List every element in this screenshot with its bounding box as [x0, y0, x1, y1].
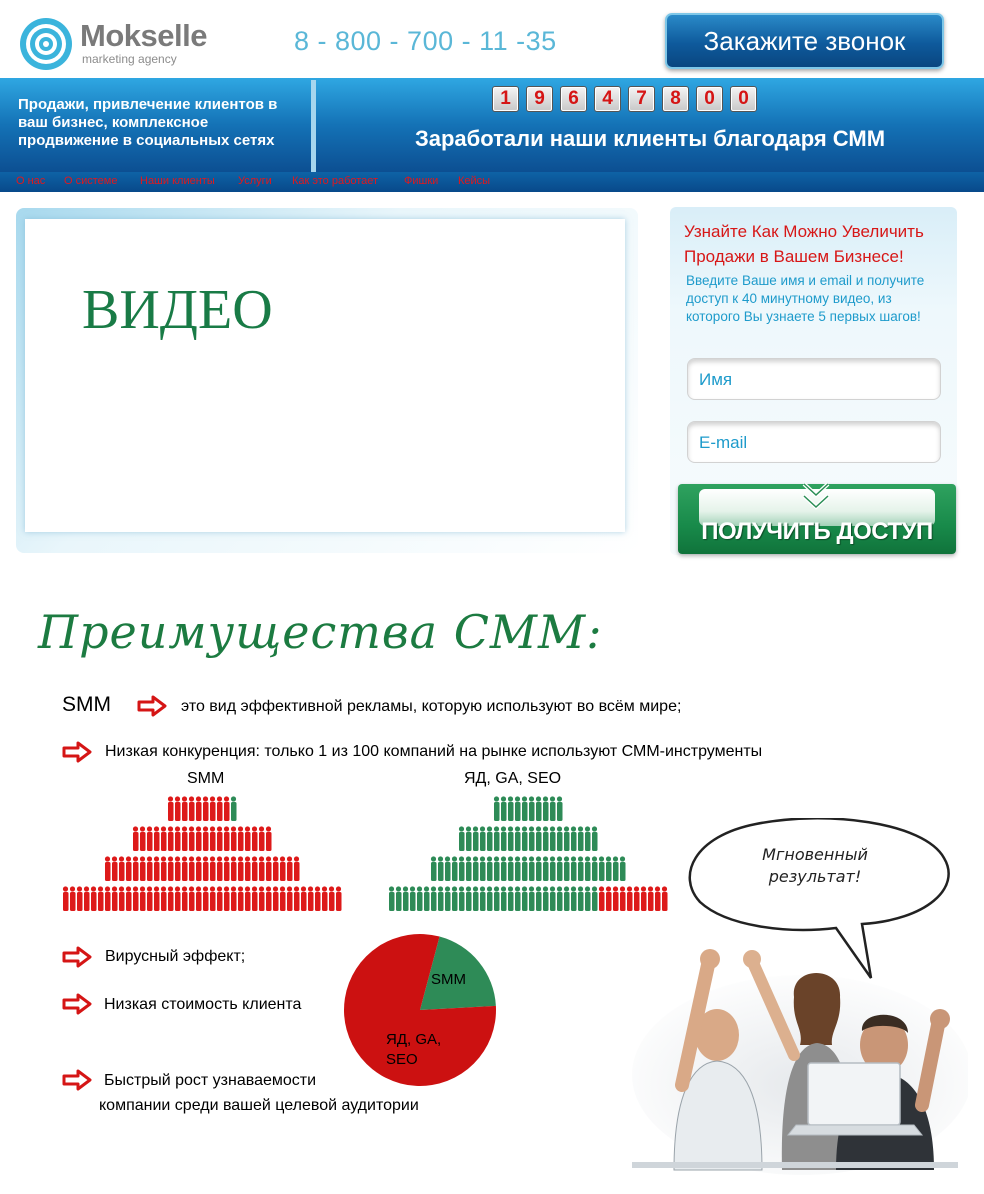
- person-figure: [301, 886, 307, 911]
- person-figure: [245, 886, 251, 911]
- person-figure: [238, 826, 244, 851]
- person-figure: [578, 886, 584, 911]
- celebrating-people-photo: [622, 935, 968, 1175]
- person-figure: [536, 886, 542, 911]
- person-figure: [557, 826, 563, 851]
- person-figure: [98, 886, 104, 911]
- person-figure: [536, 826, 542, 851]
- person-figure: [564, 886, 570, 911]
- bubble-line: результат!: [768, 867, 862, 886]
- person-figure: [210, 886, 216, 911]
- person-figure: [410, 886, 416, 911]
- person-figure: [224, 826, 230, 851]
- arrow-right-icon: [62, 946, 92, 968]
- video-player[interactable]: [25, 219, 625, 532]
- person-figure: [161, 826, 167, 851]
- person-figure: [529, 856, 535, 881]
- person-figure: [238, 886, 244, 911]
- person-figure: [119, 856, 125, 881]
- person-figure: [550, 856, 556, 881]
- person-figure: [105, 856, 111, 881]
- person-figure: [494, 886, 500, 911]
- person-figure: [641, 886, 647, 911]
- person-figure: [508, 826, 514, 851]
- person-figure: [480, 826, 486, 851]
- smm-label: SMM: [62, 693, 111, 716]
- person-figure: [210, 796, 216, 821]
- person-figure: [452, 856, 458, 881]
- person-figure: [522, 856, 528, 881]
- person-figure: [63, 886, 69, 911]
- logo-name: Mokselle: [80, 18, 207, 53]
- person-figure: [543, 856, 549, 881]
- person-figure: [487, 826, 493, 851]
- person-figure: [557, 856, 563, 881]
- advantage-text: Вирусный эффект;: [105, 948, 246, 965]
- person-figure: [245, 826, 251, 851]
- main-nav: [0, 172, 984, 192]
- person-figure: [592, 856, 598, 881]
- person-figure: [613, 856, 619, 881]
- person-figure: [196, 886, 202, 911]
- person-figure: [522, 796, 528, 821]
- person-figure: [196, 826, 202, 851]
- person-figure: [466, 856, 472, 881]
- person-figure: [224, 796, 230, 821]
- person-figure: [161, 856, 167, 881]
- person-figure: [655, 886, 661, 911]
- person-figure: [308, 886, 314, 911]
- person-figure: [592, 826, 598, 851]
- person-figure: [315, 886, 321, 911]
- person-figure: [494, 796, 500, 821]
- person-figure: [294, 856, 300, 881]
- person-figure: [294, 886, 300, 911]
- person-figure: [259, 856, 265, 881]
- person-figure: [140, 886, 146, 911]
- person-figure: [508, 856, 514, 881]
- person-figure: [175, 796, 181, 821]
- person-figure: [203, 886, 209, 911]
- person-figure: [119, 886, 125, 911]
- person-figure: [175, 856, 181, 881]
- person-figure: [515, 886, 521, 911]
- person-figure: [266, 886, 272, 911]
- person-figure: [424, 886, 430, 911]
- person-figure: [147, 826, 153, 851]
- person-figure: [501, 856, 507, 881]
- person-figure: [231, 796, 237, 821]
- person-figure: [571, 856, 577, 881]
- person-figure: [508, 886, 514, 911]
- person-figure: [585, 856, 591, 881]
- person-figure: [487, 886, 493, 911]
- person-figure: [522, 826, 528, 851]
- person-figure: [140, 856, 146, 881]
- person-figure: [564, 826, 570, 851]
- person-figure: [431, 886, 437, 911]
- person-figure: [140, 826, 146, 851]
- person-figure: [231, 826, 237, 851]
- nav-item-services[interactable]: Услуги: [238, 175, 272, 187]
- counter-digit: 1: [492, 86, 519, 112]
- nav-item-system[interactable]: О системе: [64, 175, 118, 187]
- person-figure: [203, 796, 209, 821]
- person-figure: [501, 796, 507, 821]
- person-figure: [571, 886, 577, 911]
- get-access-button[interactable]: [678, 484, 956, 554]
- person-figure: [203, 856, 209, 881]
- person-figure: [480, 886, 486, 911]
- people-pyramid-smm: [58, 796, 348, 918]
- counter-digit: 9: [526, 86, 553, 112]
- person-figure: [557, 796, 563, 821]
- nav-item-about[interactable]: О нас: [16, 175, 46, 187]
- person-figure: [273, 856, 279, 881]
- person-figure: [550, 826, 556, 851]
- person-figure: [112, 856, 118, 881]
- person-figure: [515, 826, 521, 851]
- person-figure: [217, 856, 223, 881]
- person-figure: [196, 796, 202, 821]
- form-title: Узнайте Как Можно Увеличить Продажи в Вашем Бизнесе!: [684, 222, 924, 266]
- person-figure: [550, 886, 556, 911]
- person-figure: [648, 886, 654, 911]
- smm-share-pie-chart: [342, 930, 498, 1090]
- person-figure: [452, 886, 458, 911]
- pyramid-other-label: ЯД, GA, SEO: [464, 770, 562, 787]
- pie-label-smm: SMM: [431, 971, 466, 988]
- person-figure: [161, 886, 167, 911]
- person-figure: [210, 856, 216, 881]
- person-figure: [501, 886, 507, 911]
- person-figure: [203, 826, 209, 851]
- person-figure: [231, 886, 237, 911]
- company-logo[interactable]: [18, 16, 238, 72]
- person-figure: [147, 856, 153, 881]
- person-figure: [389, 886, 395, 911]
- person-figure: [273, 886, 279, 911]
- person-figure: [620, 886, 626, 911]
- person-figure: [662, 886, 668, 911]
- nav-item-clients[interactable]: Наши клиенты: [140, 175, 215, 187]
- pie-label-other-2: SEO: [386, 1051, 418, 1068]
- person-figure: [529, 826, 535, 851]
- person-figure: [252, 886, 258, 911]
- tagline: Продажи, привлечение клиентов в ваш бизнес, комплексное продвижение в социальных сетях: [18, 96, 278, 149]
- person-figure: [224, 856, 230, 881]
- person-figure: [224, 886, 230, 911]
- person-figure: [322, 886, 328, 911]
- advantage-text: это вид эффективной рекламы, которую используют во всём мире;: [181, 698, 682, 715]
- name-field[interactable]: [687, 358, 941, 400]
- person-figure: [105, 886, 111, 911]
- person-figure: [606, 886, 612, 911]
- phone-number: 8 - 800 - 700 - 11 -35: [294, 26, 557, 56]
- pie-label-other: ЯД, GA,: [386, 1031, 442, 1048]
- bubble-text: [740, 844, 890, 888]
- pyramid-smm-label: SMM: [187, 770, 225, 787]
- people-pyramid-other: [384, 796, 674, 918]
- person-figure: [182, 886, 188, 911]
- person-figure: [445, 856, 451, 881]
- person-figure: [168, 796, 174, 821]
- person-figure: [168, 826, 174, 851]
- person-figure: [557, 886, 563, 911]
- person-figure: [175, 886, 181, 911]
- person-figure: [438, 856, 444, 881]
- counter-digit: 6: [560, 86, 587, 112]
- person-figure: [266, 826, 272, 851]
- arrow-right-icon: [62, 1069, 92, 1091]
- arrow-right-icon: [137, 695, 167, 717]
- person-figure: [196, 856, 202, 881]
- person-figure: [168, 856, 174, 881]
- person-figure: [182, 826, 188, 851]
- arrow-right-icon: [62, 741, 92, 763]
- person-figure: [515, 856, 521, 881]
- person-figure: [585, 826, 591, 851]
- person-figure: [154, 886, 160, 911]
- person-figure: [154, 856, 160, 881]
- person-figure: [217, 886, 223, 911]
- person-figure: [126, 856, 132, 881]
- nav-item-how-works[interactable]: Как это работает: [292, 175, 379, 187]
- person-figure: [403, 886, 409, 911]
- person-figure: [259, 886, 265, 911]
- bubble-line: Мгновенный: [762, 845, 868, 864]
- person-figure: [189, 826, 195, 851]
- person-figure: [550, 796, 556, 821]
- person-figure: [585, 886, 591, 911]
- person-figure: [217, 826, 223, 851]
- form-description: Введите Ваше имя и email и получите доступ к 40 минутному видео, из которого Вы узнаете 5 первых шагов!: [686, 273, 925, 324]
- name-input[interactable]: [699, 359, 929, 401]
- counter-digit: 0: [730, 86, 757, 112]
- person-figure: [133, 856, 139, 881]
- advantage-text: Низкая стоимость клиента: [104, 996, 302, 1013]
- person-figure: [473, 856, 479, 881]
- person-figure: [606, 856, 612, 881]
- person-figure: [501, 826, 507, 851]
- person-figure: [599, 856, 605, 881]
- person-figure: [494, 856, 500, 881]
- person-figure: [210, 826, 216, 851]
- counter-caption: Заработали наши клиенты благодаря СММ: [414, 126, 886, 151]
- person-figure: [189, 886, 195, 911]
- person-figure: [280, 856, 286, 881]
- person-figure: [266, 856, 272, 881]
- person-figure: [154, 826, 160, 851]
- person-figure: [280, 886, 286, 911]
- person-figure: [182, 856, 188, 881]
- person-figure: [336, 886, 342, 911]
- person-figure: [287, 856, 293, 881]
- advantage-text: компании среди вашей целевой аудитории: [99, 1097, 419, 1114]
- counter-digit: 7: [628, 86, 655, 112]
- person-figure: [252, 856, 258, 881]
- person-figure: [459, 826, 465, 851]
- person-figure: [515, 796, 521, 821]
- counter-digit: 0: [696, 86, 723, 112]
- person-figure: [543, 886, 549, 911]
- person-figure: [508, 796, 514, 821]
- person-figure: [245, 856, 251, 881]
- person-figure: [329, 886, 335, 911]
- person-figure: [487, 856, 493, 881]
- person-figure: [91, 886, 97, 911]
- person-figure: [613, 886, 619, 911]
- person-figure: [627, 886, 633, 911]
- nav-item-cases[interactable]: Кейсы: [458, 175, 491, 187]
- nav-item-features[interactable]: Фишки: [404, 175, 439, 187]
- person-figure: [417, 886, 423, 911]
- person-figure: [133, 886, 139, 911]
- counter-digit: 4: [594, 86, 621, 112]
- person-figure: [571, 826, 577, 851]
- person-figure: [396, 886, 402, 911]
- person-figure: [77, 886, 83, 911]
- email-field[interactable]: [687, 421, 941, 463]
- person-figure: [459, 856, 465, 881]
- logo-subtitle: marketing agency: [82, 52, 177, 66]
- person-figure: [480, 856, 486, 881]
- person-figure: [217, 796, 223, 821]
- advantage-text: Низкая конкуренция: только 1 из 100 компаний на рынке используют СММ-инструменты: [105, 743, 763, 760]
- person-figure: [522, 886, 528, 911]
- person-figure: [473, 886, 479, 911]
- person-figure: [126, 886, 132, 911]
- person-figure: [494, 826, 500, 851]
- person-figure: [287, 886, 293, 911]
- person-figure: [473, 826, 479, 851]
- person-figure: [70, 886, 76, 911]
- counter-digit: 8: [662, 86, 689, 112]
- person-figure: [84, 886, 90, 911]
- person-figure: [459, 886, 465, 911]
- person-figure: [133, 826, 139, 851]
- person-figure: [634, 886, 640, 911]
- person-figure: [564, 856, 570, 881]
- person-figure: [168, 886, 174, 911]
- advantage-text: Быстрый рост узнаваемости: [104, 1072, 317, 1089]
- person-figure: [578, 856, 584, 881]
- person-figure: [182, 796, 188, 821]
- concentric-circles-icon: [18, 16, 74, 72]
- person-figure: [147, 886, 153, 911]
- get-access-label: ПОЛУЧИТЬ ДОСТУП: [701, 518, 933, 545]
- double-chevron-down-icon: [796, 482, 836, 514]
- person-figure: [536, 796, 542, 821]
- person-figure: [543, 796, 549, 821]
- person-figure: [529, 886, 535, 911]
- person-figure: [438, 886, 444, 911]
- order-call-button[interactable]: Закажите звонок: [665, 13, 944, 69]
- person-figure: [543, 826, 549, 851]
- person-figure: [238, 856, 244, 881]
- person-figure: [189, 796, 195, 821]
- video-placeholder-label: ВИДЕО: [82, 279, 273, 341]
- person-figure: [231, 856, 237, 881]
- person-figure: [112, 886, 118, 911]
- person-figure: [592, 886, 598, 911]
- person-figure: [536, 856, 542, 881]
- advantages-title: Преимущества СММ:: [38, 605, 603, 659]
- person-figure: [175, 826, 181, 851]
- person-figure: [578, 826, 584, 851]
- person-figure: [431, 856, 437, 881]
- person-figure: [252, 826, 258, 851]
- person-figure: [445, 886, 451, 911]
- arrow-right-icon: [62, 993, 92, 1015]
- person-figure: [189, 856, 195, 881]
- person-figure: [466, 826, 472, 851]
- email-input[interactable]: [699, 422, 929, 464]
- person-figure: [620, 856, 626, 881]
- person-figure: [529, 796, 535, 821]
- person-figure: [466, 886, 472, 911]
- person-figure: [599, 886, 605, 911]
- person-figure: [259, 826, 265, 851]
